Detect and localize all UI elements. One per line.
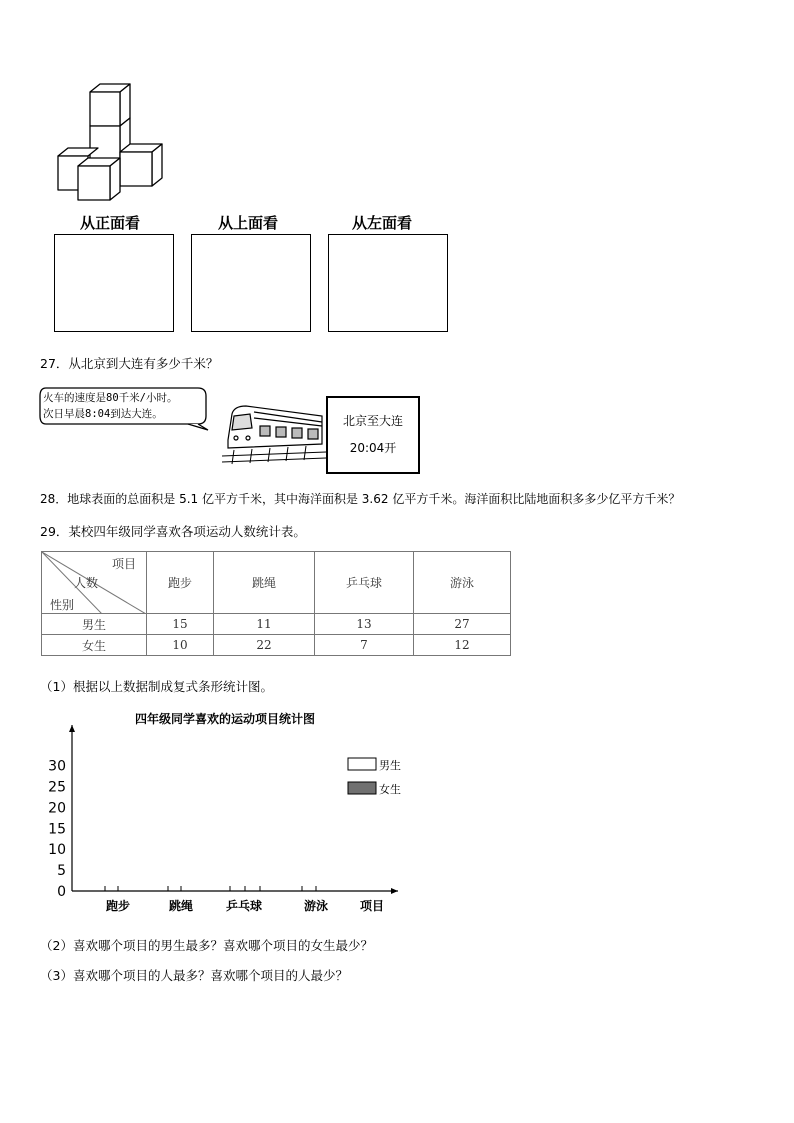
question-29: 29．某校四年级同学喜欢各项运动人数统计表。: [40, 524, 306, 539]
chart-title: 四年级同学喜欢的运动项目统计图: [134, 712, 316, 726]
table-cell: 7: [315, 635, 414, 656]
table-header-cell: 跳绳: [214, 552, 315, 614]
table-cell: 11: [214, 614, 315, 635]
table-header-cell: 游泳: [414, 552, 511, 614]
board-time: 20:04开: [349, 441, 397, 455]
y-tick-label: 15: [48, 821, 66, 838]
view-label-top: 从上面看: [218, 214, 279, 232]
sub-question-3: （3）喜欢哪个项目的人最多？喜欢哪个项目的人最少？: [40, 968, 348, 983]
y-tick-label: 30: [48, 758, 66, 775]
bubble-line-speed: 火车的速度是80千米/小时。: [43, 392, 178, 404]
x-tick-label: 乒乓球: [225, 899, 263, 913]
grid-top[interactable]: [191, 234, 311, 332]
x-tick-label: 跳绳: [168, 899, 194, 913]
departure-board: [326, 396, 420, 474]
legend-swatch: [348, 758, 376, 770]
train-icon: [222, 400, 326, 466]
x-axis-arrow: [391, 888, 398, 894]
corner-label-count: 人数: [74, 576, 99, 590]
y-tick-label: 25: [48, 779, 66, 796]
table-corner-cell: [42, 552, 147, 614]
legend-label: 女生: [379, 783, 401, 796]
view-label-front: 从正面看: [80, 214, 141, 232]
grid-left[interactable]: [328, 234, 448, 332]
sub-question-2: （2）喜欢哪个项目的男生最多？喜欢哪个项目的女生最少？: [40, 938, 373, 953]
grid-front[interactable]: [54, 234, 174, 332]
corner-label-gender: 性别: [50, 598, 75, 612]
table-row-label: 女生: [42, 635, 147, 656]
speech-bubble-text: [43, 390, 177, 422]
y-axis-arrow: [69, 725, 75, 732]
table-header-cell: 乒乓球: [315, 552, 414, 614]
y-tick-label: 20: [48, 800, 66, 817]
bubble-line-arrival: 次日早晨8:04到达大连。: [43, 408, 163, 420]
question-27: 27．从北京到大连有多少千米？: [40, 356, 219, 371]
chart-y-ticks: [48, 759, 66, 900]
legend-label: 男生: [379, 759, 401, 772]
question-28: 28．地球表面的总面积是 5.1 亿平方千米，其中海洋面积是 3.62 亿平方千米。海洋面积比陆地面积多多少亿平方千米？: [40, 492, 681, 506]
cube-stack-figure: [52, 80, 172, 202]
chart-x-ticks: [105, 886, 384, 913]
legend-swatch: [348, 782, 376, 794]
table-row-label: 男生: [42, 614, 147, 635]
table-cell: 12: [414, 635, 511, 656]
x-axis-label: 项目: [359, 899, 385, 913]
table-header-cell: 跑步: [147, 552, 214, 614]
table-cell: 10: [147, 635, 214, 656]
y-tick-label: 0: [57, 884, 66, 900]
corner-label-item: 项目: [111, 557, 136, 571]
y-tick-label: 5: [57, 863, 66, 880]
chart-legend: [348, 758, 401, 796]
table-cell: 13: [315, 614, 414, 635]
view-label-left: 从左面看: [352, 214, 413, 232]
sports-stats-table: [41, 551, 511, 656]
board-route: 北京至大连: [342, 414, 403, 428]
y-tick-label: 10: [48, 842, 66, 859]
x-tick-label: 跑步: [105, 899, 131, 913]
table-cell: 22: [214, 635, 315, 656]
table-row: [42, 635, 511, 656]
chart-axes: [69, 725, 398, 894]
sports-bar-chart[interactable]: [40, 705, 420, 925]
table-row: [42, 614, 511, 635]
sub-question-1: （1）根据以上数据制成复式条形统计图。: [40, 679, 273, 694]
table-cell: 15: [147, 614, 214, 635]
x-tick-label: 游泳: [303, 899, 329, 913]
table-cell: 27: [414, 614, 511, 635]
